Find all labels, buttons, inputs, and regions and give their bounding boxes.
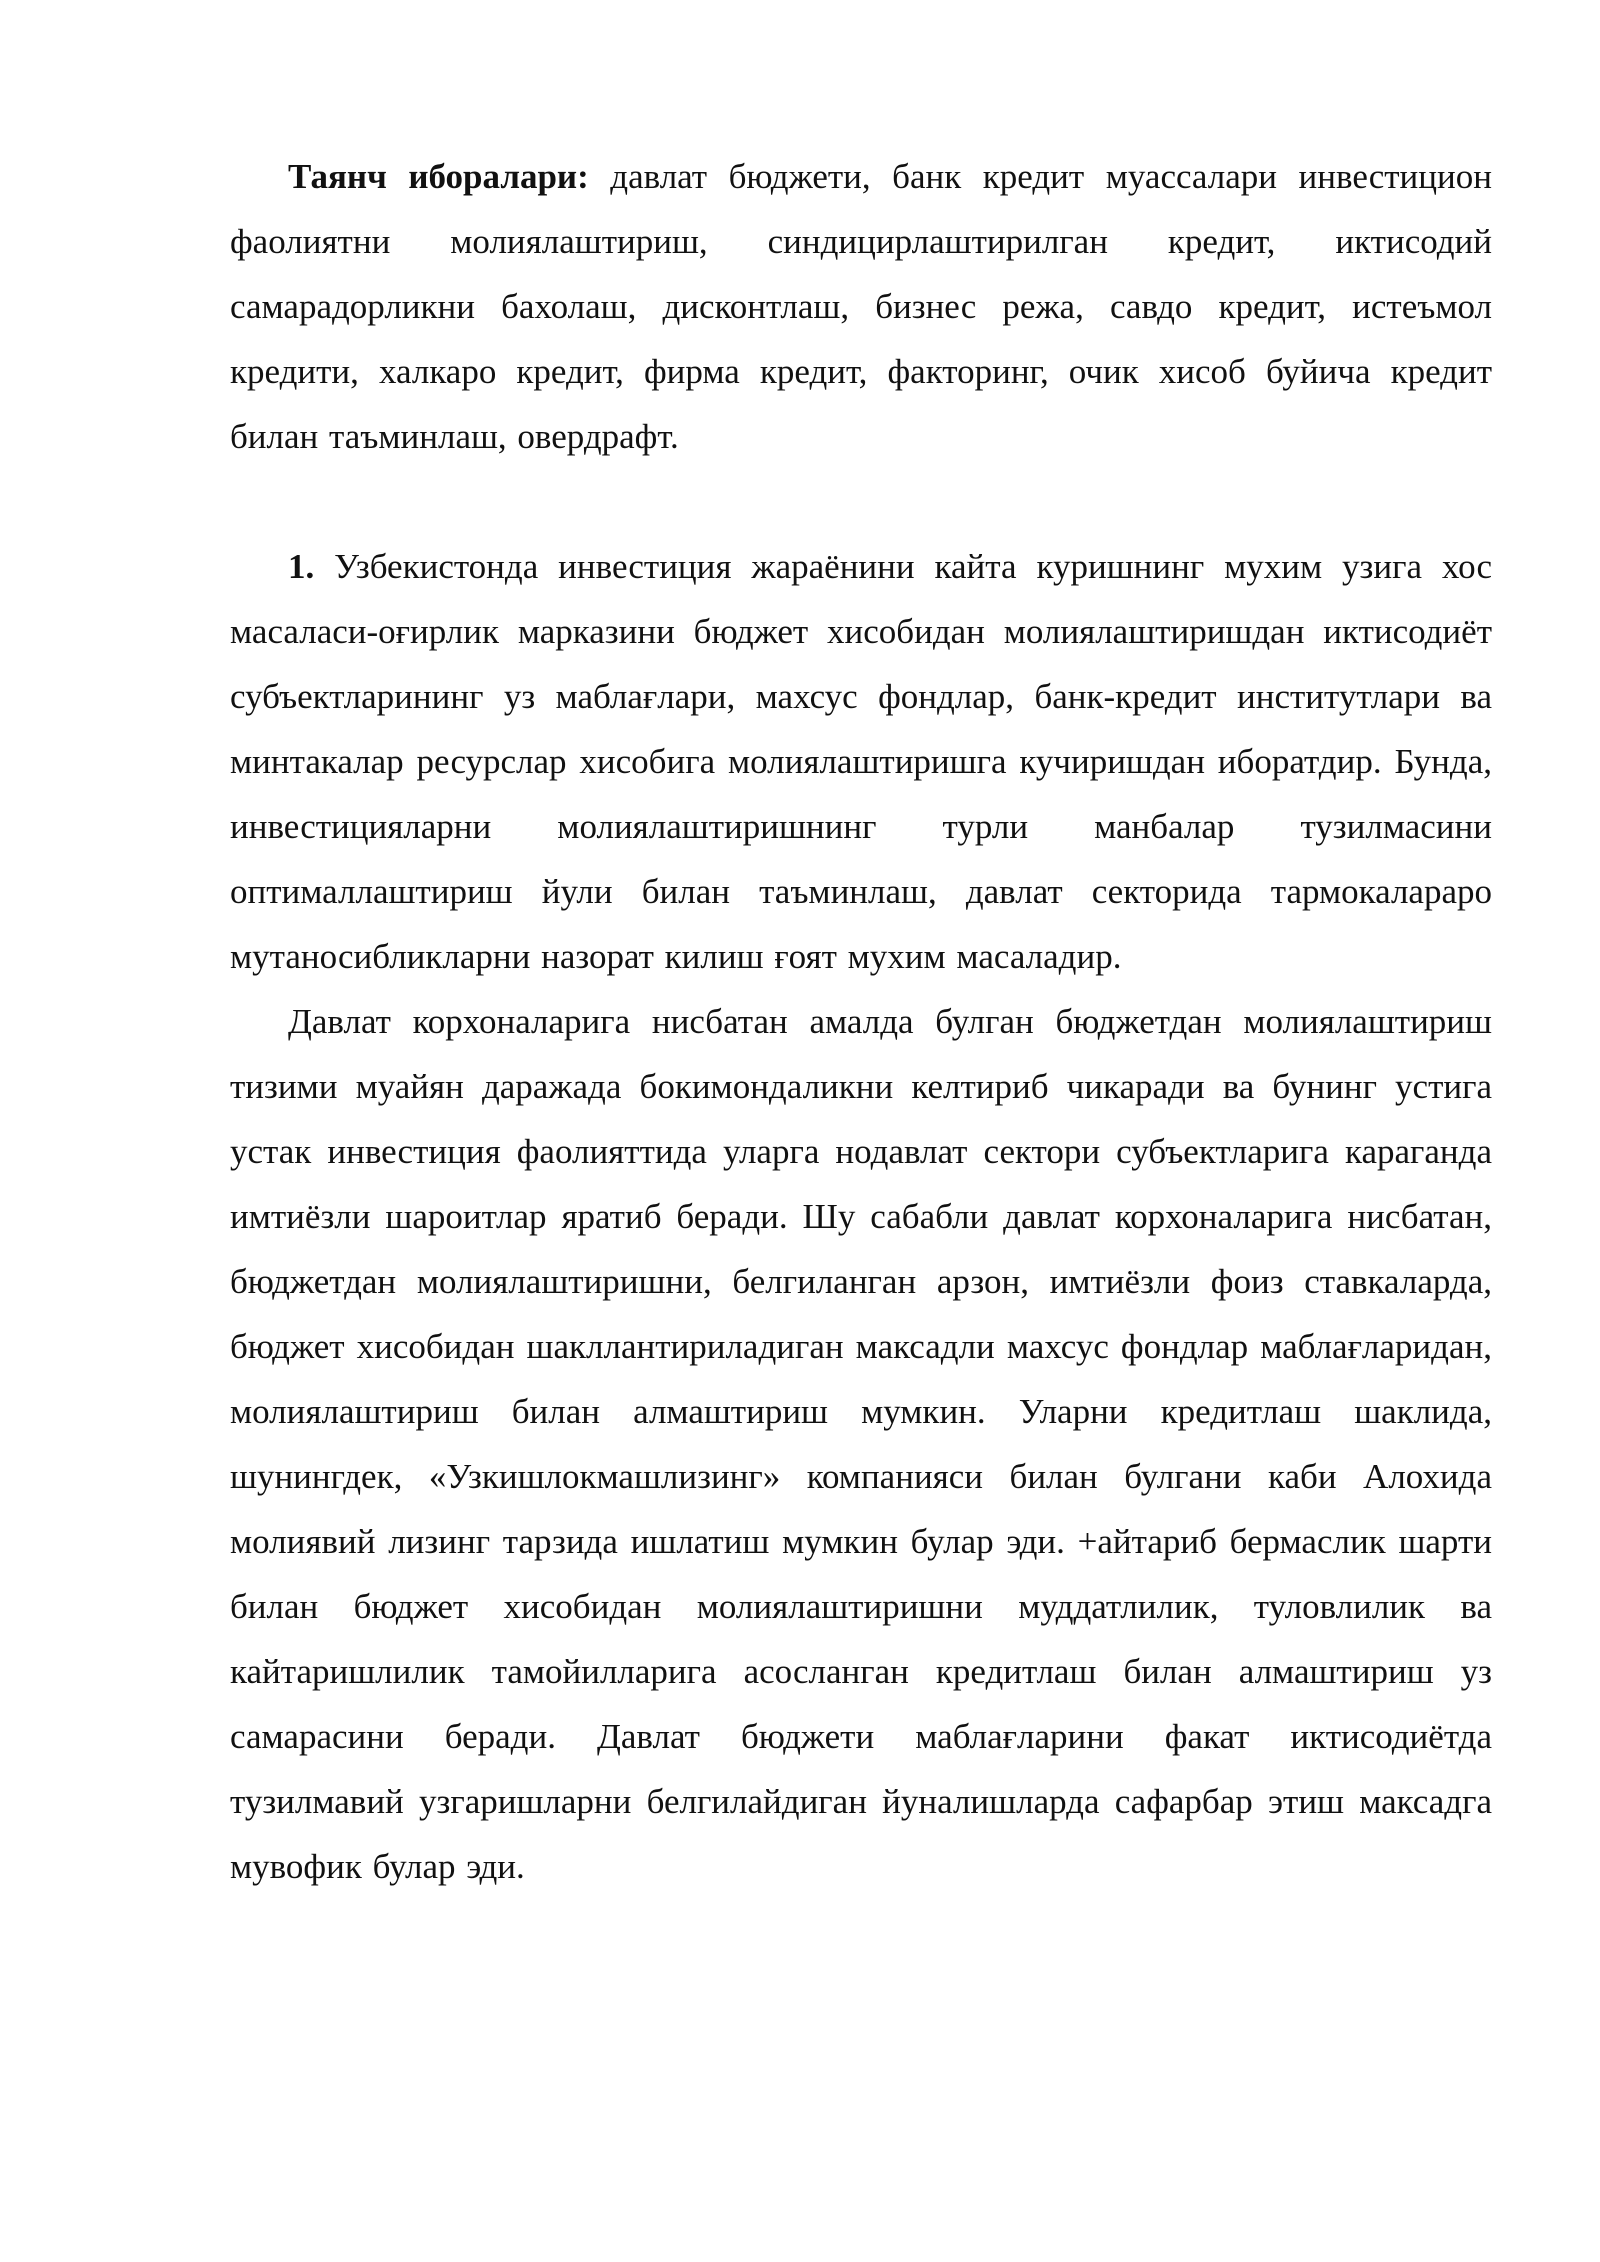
- keywords-label: Таянч иборалари:: [288, 157, 589, 196]
- section-1-text: Узбекистонда инвестиция жараёнини кайта куришнинг мухим узига хос масаласи-оғирлик марказини бюджет хисобидан молиялаштиришдан иктисодиёт субъектларининг уз маблағлари, махсус фондлар, банк-кредит институтлари ва минтакалар ресурслар хисобига молиялаштиришга кучиришдан иборатдир. Бунда, инвестицияларни молиялаштиришнинг турли манбалар тузилмасини оптималлаштириш йули билан таъминлаш, давлат секторида тармокалараро мутаносибликларни назорат килиш ғоят мухим масаладир.: [230, 547, 1492, 976]
- paragraph-2-text: Давлат корхоналарига нисбатан амалда булган бюджетдан молиялаштириш тизими муайян даражада бокимондаликни келтириб чикаради ва бунинг устига устак инвестиция фаолияттида уларга нодавлат сектори субъектларига караганда имтиёзли шароитлар яратиб беради. Шу сабабли давлат корхоналарига нисбатан, бюджетдан молиялаштиришни, белгиланган арзон, имтиёзли фоиз ставкаларда, бюджет хисобидан шакллантириладиган максадли махсус фондлар маблағларидан, молиялаштириш билан алмаштириш мумкин. Уларни кредитлаш шаклида, шунингдек, «Узкишлокмашлизинг» компанияси билан булгани каби Алохида молиявий лизинг тарзида ишлатиш мумкин булар эди. +айтариб бермаслик шарти билан бюджет хисобидан молиялаштиришни муддатлилик, туловлилик ва кайтаришлилик тамойилларига асосланган кредитлаш билан алмаштириш уз самарасини беради. Давлат бюджети маблағларини факат иктисодиётда тузилмавий узгаришларни белгилайдиган йуналишларда сафарбар этиш максадга мувофик булар эди.: [230, 1002, 1492, 1886]
- keywords-block: [230, 144, 1492, 469]
- section-1-block: [230, 534, 1492, 1899]
- keywords-text: давлат бюджети, банк кредит муассалари инвестицион фаолиятни молиялаштириш, синдицирлаштирилган кредит, иктисодий самарадорликни бахолаш, дисконтлаш, бизнес режа, савдо кредит, истеъмол кредити, халкаро кредит, фирма кредит, факторинг, очик хисоб буйича кредит билан таъминлаш, овердрафт.: [230, 157, 1492, 456]
- section-1-paragraph: [230, 534, 1492, 989]
- section-1-number: 1.: [288, 547, 315, 586]
- paragraph-2: [230, 989, 1492, 1899]
- keywords-paragraph: [230, 144, 1492, 469]
